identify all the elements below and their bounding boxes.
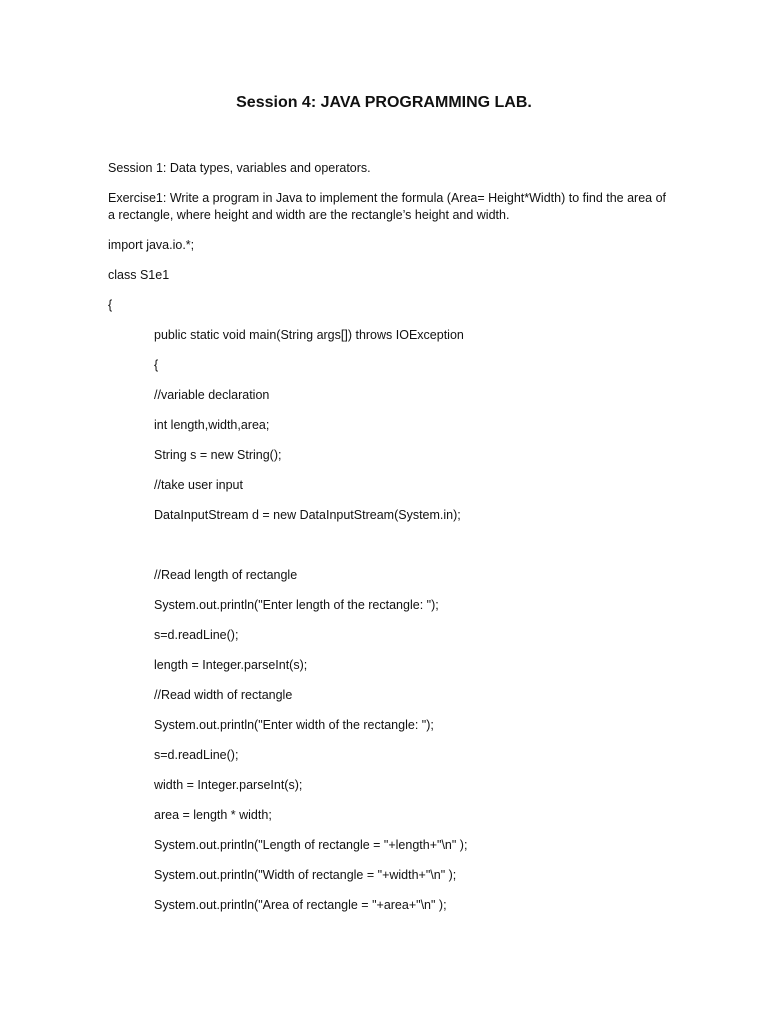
code-line: System.out.println("Length of rectangle = "+length+"\n" );	[154, 838, 468, 852]
code-line: {	[108, 298, 113, 312]
code-line: public static void main(String args[]) throws IOException	[154, 328, 464, 342]
code-line: class S1e1	[108, 268, 170, 282]
code-line: //Read width of rectangle	[154, 688, 293, 702]
code-line: length = Integer.parseInt(s);	[154, 658, 308, 672]
code-line: width = Integer.parseInt(s);	[154, 778, 303, 792]
code-line: {	[154, 358, 159, 372]
code-line: area = length * width;	[154, 808, 272, 822]
code-line: System.out.println("Enter width of the rectangle: ");	[154, 718, 434, 732]
exercise-description-line-1: Exercise1: Write a program in Java to implement the formula (Area= Height*Width) to find the area of	[108, 191, 667, 205]
code-line: String s = new String();	[154, 448, 282, 462]
exercise-description-line-2: a rectangle, where height and width are the rectangle’s height and width.	[108, 208, 510, 222]
code-line: int length,width,area;	[154, 418, 270, 432]
code-line: System.out.println("Area of rectangle = "+area+"\n" );	[154, 898, 447, 912]
code-line: //Read length of rectangle	[154, 568, 298, 582]
page-title: Session 4: JAVA PROGRAMMING LAB.	[236, 94, 532, 111]
code-line: s=d.readLine();	[154, 628, 239, 642]
code-line: DataInputStream d = new DataInputStream(System.in);	[154, 508, 461, 522]
code-line: System.out.println("Width of rectangle = "+width+"\n" );	[154, 868, 457, 882]
session-heading: Session 1: Data types, variables and operators.	[108, 161, 371, 175]
code-line: //take user input	[154, 478, 243, 492]
code-line: //variable declaration	[154, 388, 270, 402]
code-line: s=d.readLine();	[154, 748, 239, 762]
code-line: import java.io.*;	[108, 238, 195, 252]
code-line: System.out.println("Enter length of the rectangle: ");	[154, 598, 439, 612]
